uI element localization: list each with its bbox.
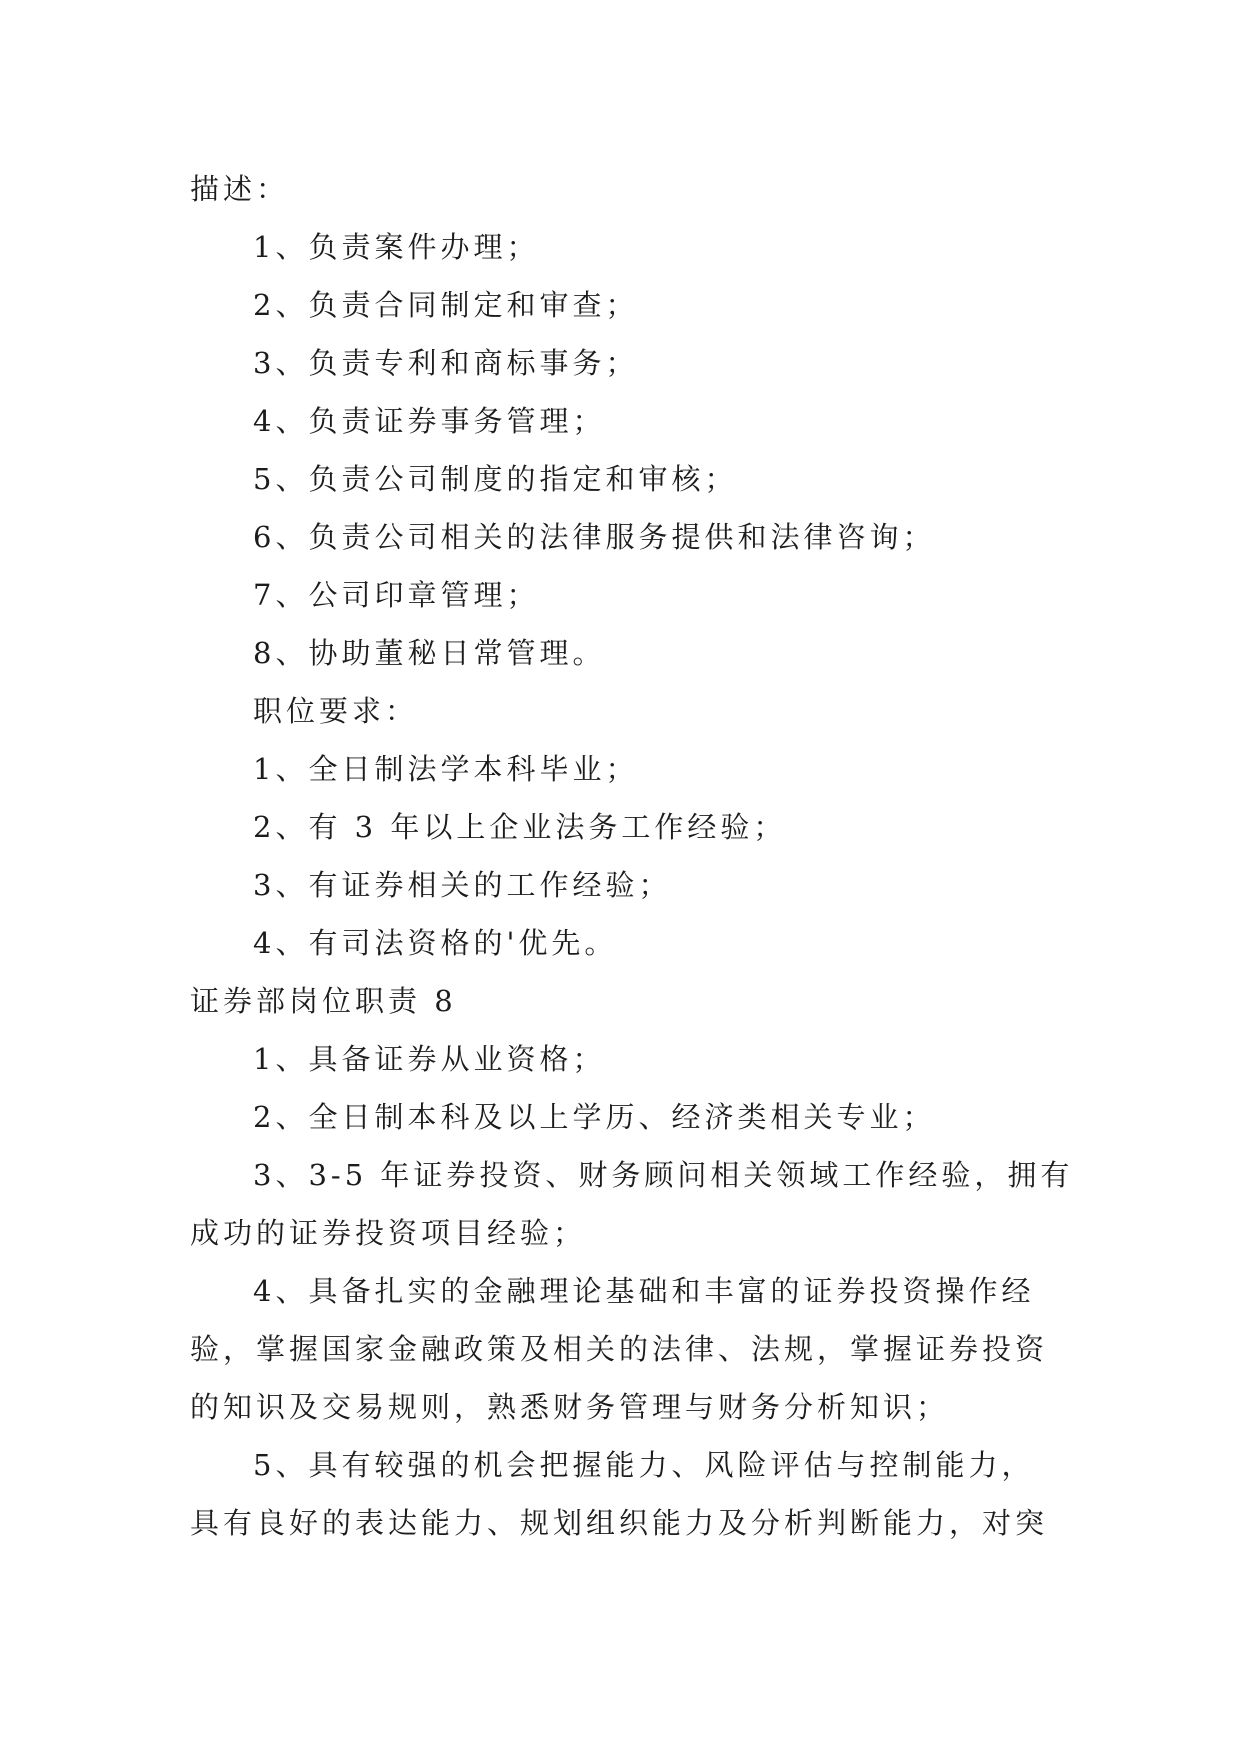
duty-item-6: 6、负责公司相关的法律服务提供和法律咨询； [253, 520, 936, 554]
qualification-item-5-line-2: 具有良好的表达能力、规划组织能力及分析判断能力，对突 [190, 1506, 1049, 1540]
section-label-description: 描述： [190, 172, 290, 206]
qualification-item-2: 2、全日制本科及以上学历、经济类相关专业； [253, 1100, 936, 1134]
document-page [190, 160, 1074, 1552]
qualification-item-3-line-2: 成功的证券投资项目经验； [190, 1216, 587, 1250]
requirement-item-4: 4、有司法资格的'优先。 [253, 926, 618, 960]
qualification-item-4-line-2: 验，掌握国家金融政策及相关的法律、法规，掌握证券投资 [190, 1332, 1049, 1366]
duty-item-5: 5、负责公司制度的指定和审核； [253, 462, 738, 496]
duty-item-3: 3、负责专利和商标事务； [253, 346, 639, 380]
duty-item-4: 4、负责证券事务管理； [253, 404, 606, 438]
duty-item-7: 7、公司印章管理； [253, 578, 540, 612]
section-heading: 证券部岗位职责 8 [190, 984, 457, 1018]
requirement-item-3: 3、有证券相关的工作经验； [253, 868, 672, 902]
duty-item-8: 8、协助董秘日常管理。 [253, 636, 606, 670]
section-label-requirements: 职位要求： [253, 694, 419, 728]
qualification-item-1: 1、具备证券从业资格； [253, 1042, 606, 1076]
duty-item-1: 1、负责案件办理； [253, 230, 540, 264]
requirement-item-2: 2、有 3 年以上企业法务工作经验； [253, 810, 787, 844]
qualification-item-4-line-3: 的知识及交易规则，熟悉财务管理与财务分析知识； [190, 1390, 950, 1424]
requirement-item-1: 1、全日制法学本科毕业； [253, 752, 639, 786]
duty-item-2: 2、负责合同制定和审查； [253, 288, 639, 322]
qualification-item-4-line-1: 4、具备扎实的金融理论基础和丰富的证券投资操作经 [253, 1274, 1035, 1308]
qualification-item-3-line-1: 3、3-5 年证券投资、财务顾问相关领域工作经验，拥有 [253, 1158, 1074, 1192]
qualification-item-5-line-1: 5、具有较强的机会把握能力、风险评估与控制能力， [253, 1448, 1035, 1482]
